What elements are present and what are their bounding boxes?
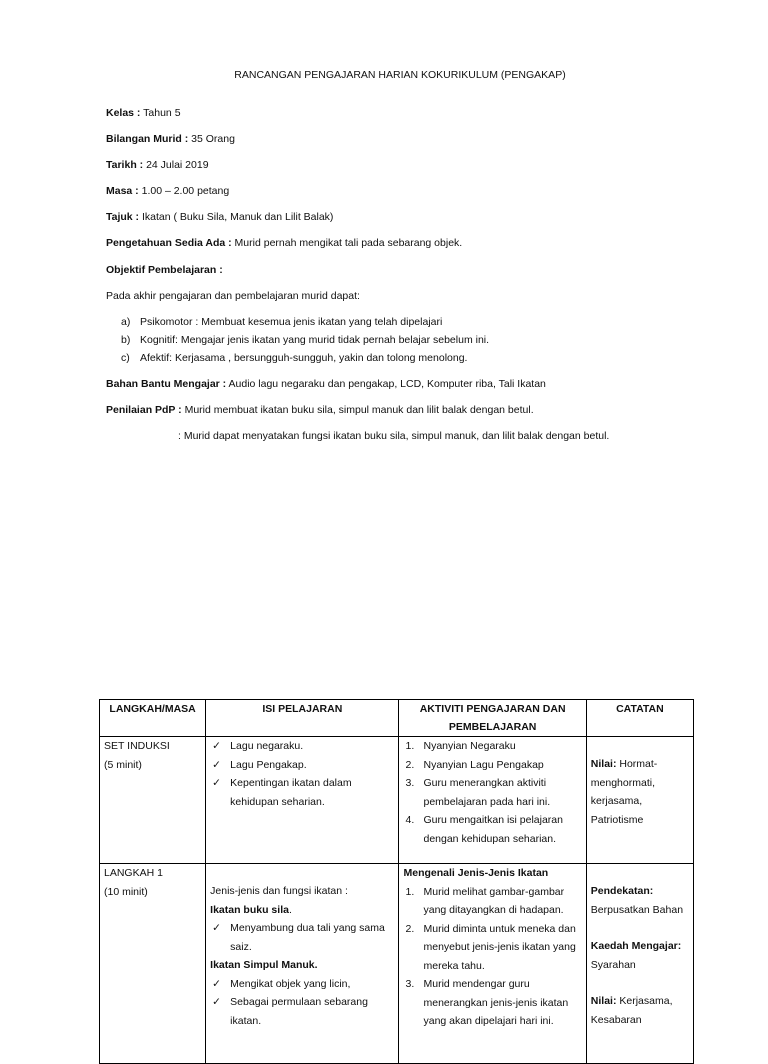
list-item: ✓ Kepentingan ikatan dalam kehidupan seharian. (210, 774, 394, 811)
list-item: 4. Guru mengaitkan isi pelajaran dengan kehidupan seharian. (405, 814, 563, 845)
kaedah-value: Syarahan (590, 958, 636, 971)
list-item: 3. Guru menerangkan aktiviti pembelajaran pada hari ini. (405, 777, 551, 808)
catatan-nilai: Nilai: Hormat-menghormati, kerjasama, Patriotisme (590, 758, 658, 826)
table-header-row (100, 700, 694, 737)
isi-list (210, 975, 394, 1031)
field-masa: Masa : 1.00 – 2.00 petang (106, 185, 230, 197)
kaedah-label: Kaedah Mengajar: (590, 940, 682, 952)
list-item: 2. Nyanyian Lagu Pengakap (405, 758, 544, 771)
catatan-nilai: Nilai: Kerjasama, Kesabaran (590, 995, 673, 1026)
lesson-table (99, 699, 694, 1064)
aktiviti-list (403, 737, 581, 848)
isi-list (210, 919, 394, 956)
isi-subheading: Ikatan Simpul Manuk. (210, 959, 318, 971)
table-row (100, 864, 694, 1064)
check-icon: ✓ (212, 922, 221, 934)
field-pengetahuan: Pengetahuan Sedia Ada : Murid pernah mengikat tali pada sebarang objek. (106, 237, 463, 249)
header-catatan: CATATAN (586, 700, 693, 737)
isi-intro: Jenis-jenis dan fungsi ikatan : (210, 885, 348, 897)
objektif-item: c) Afektif: Kerjasama , bersungguh-sungguh, yakin dan tolong menolong. (121, 352, 468, 364)
objektif-intro: Pada akhir pengajaran dan pembelajaran murid dapat: (106, 290, 360, 302)
list-item: ✓ Lagu negaraku. (210, 737, 394, 756)
objektif-item: a) Psikomotor : Membuat kesemua jenis ikatan yang telah dipelajari (121, 316, 443, 328)
objektif-label: Objektif Pembelajaran : (106, 264, 223, 276)
list-item: 3. Murid mendengar guru menerangkan jenis-jenis ikatan yang akan dipelajari hari ini. (405, 978, 569, 1027)
list-item: ✓ Mengikat objek yang licin, (210, 975, 394, 994)
field-bahan: Bahan Bantu Mengajar : Audio lagu negaraku dan pengakap, LCD, Komputer riba, Tali Ikatan (106, 378, 546, 390)
check-icon: ✓ (212, 977, 221, 990)
list-item: 1. Nyanyian Negaraku (405, 740, 516, 752)
pendekatan-value: Berpusatkan Bahan (590, 903, 684, 916)
table-row (100, 737, 694, 864)
check-icon: ✓ (212, 758, 221, 771)
objektif-item: b) Kognitif: Mengajar jenis ikatan yang murid tidak pernah belajar sebelum ini. (121, 334, 490, 346)
field-tarikh: Tarikh : 24 Julai 2019 (106, 159, 209, 171)
langkah-name: LANGKAH 1 (104, 867, 163, 879)
header-langkah: LANGKAH/MASA (100, 700, 206, 737)
langkah-name: SET INDUKSI (104, 740, 170, 752)
langkah-masa: (5 minit) (104, 758, 142, 771)
list-item: ✓ Menyambung dua tali yang sama saiz. (210, 919, 394, 956)
header-aktiviti: AKTIVITI PENGAJARAN DAN PEMBELAJARAN (399, 700, 586, 737)
field-bilangan-murid: Bilangan Murid : 35 Orang (106, 133, 235, 145)
document-title: RANCANGAN PENGAJARAN HARIAN KOKURIKULUM (PENGAKAP) (234, 69, 566, 81)
field-kelas: Kelas : Tahun 5 (106, 107, 181, 119)
check-icon: ✓ (212, 740, 221, 752)
check-icon: ✓ (212, 777, 221, 789)
field-penilaian-2: : Murid dapat menyatakan fungsi ikatan buku sila, simpul manuk, dan lilit balak dengan betul. (178, 430, 610, 442)
field-tajuk: Tajuk : Ikatan ( Buku Sila, Manuk dan Lilit Balak) (106, 211, 334, 223)
list-item: 2. Murid diminta untuk meneka dan menyebut jenis-jenis ikatan yang mereka tahu. (405, 922, 576, 972)
isi-subheading: Ikatan buku sila. (210, 903, 292, 916)
list-item: ✓ Lagu Pengakap. (210, 756, 394, 775)
list-item: 1. Murid melihat gambar-gambar yang ditayangkan di hadapan. (405, 885, 565, 916)
isi-list (210, 737, 394, 811)
header-isi: ISI PELAJARAN (206, 700, 399, 737)
field-penilaian: Penilaian PdP : Murid membuat ikatan buku sila, simpul manuk dan lilit balak dengan betul. (106, 404, 534, 416)
aktiviti-heading: Mengenali Jenis-Jenis Ikatan (403, 867, 549, 879)
langkah-masa: (10 minit) (104, 885, 148, 898)
check-icon: ✓ (212, 996, 221, 1008)
pendekatan-label: Pendekatan: (590, 885, 654, 897)
aktiviti-list (403, 883, 581, 1031)
list-item: ✓ Sebagai permulaan sebarang ikatan. (210, 993, 394, 1030)
